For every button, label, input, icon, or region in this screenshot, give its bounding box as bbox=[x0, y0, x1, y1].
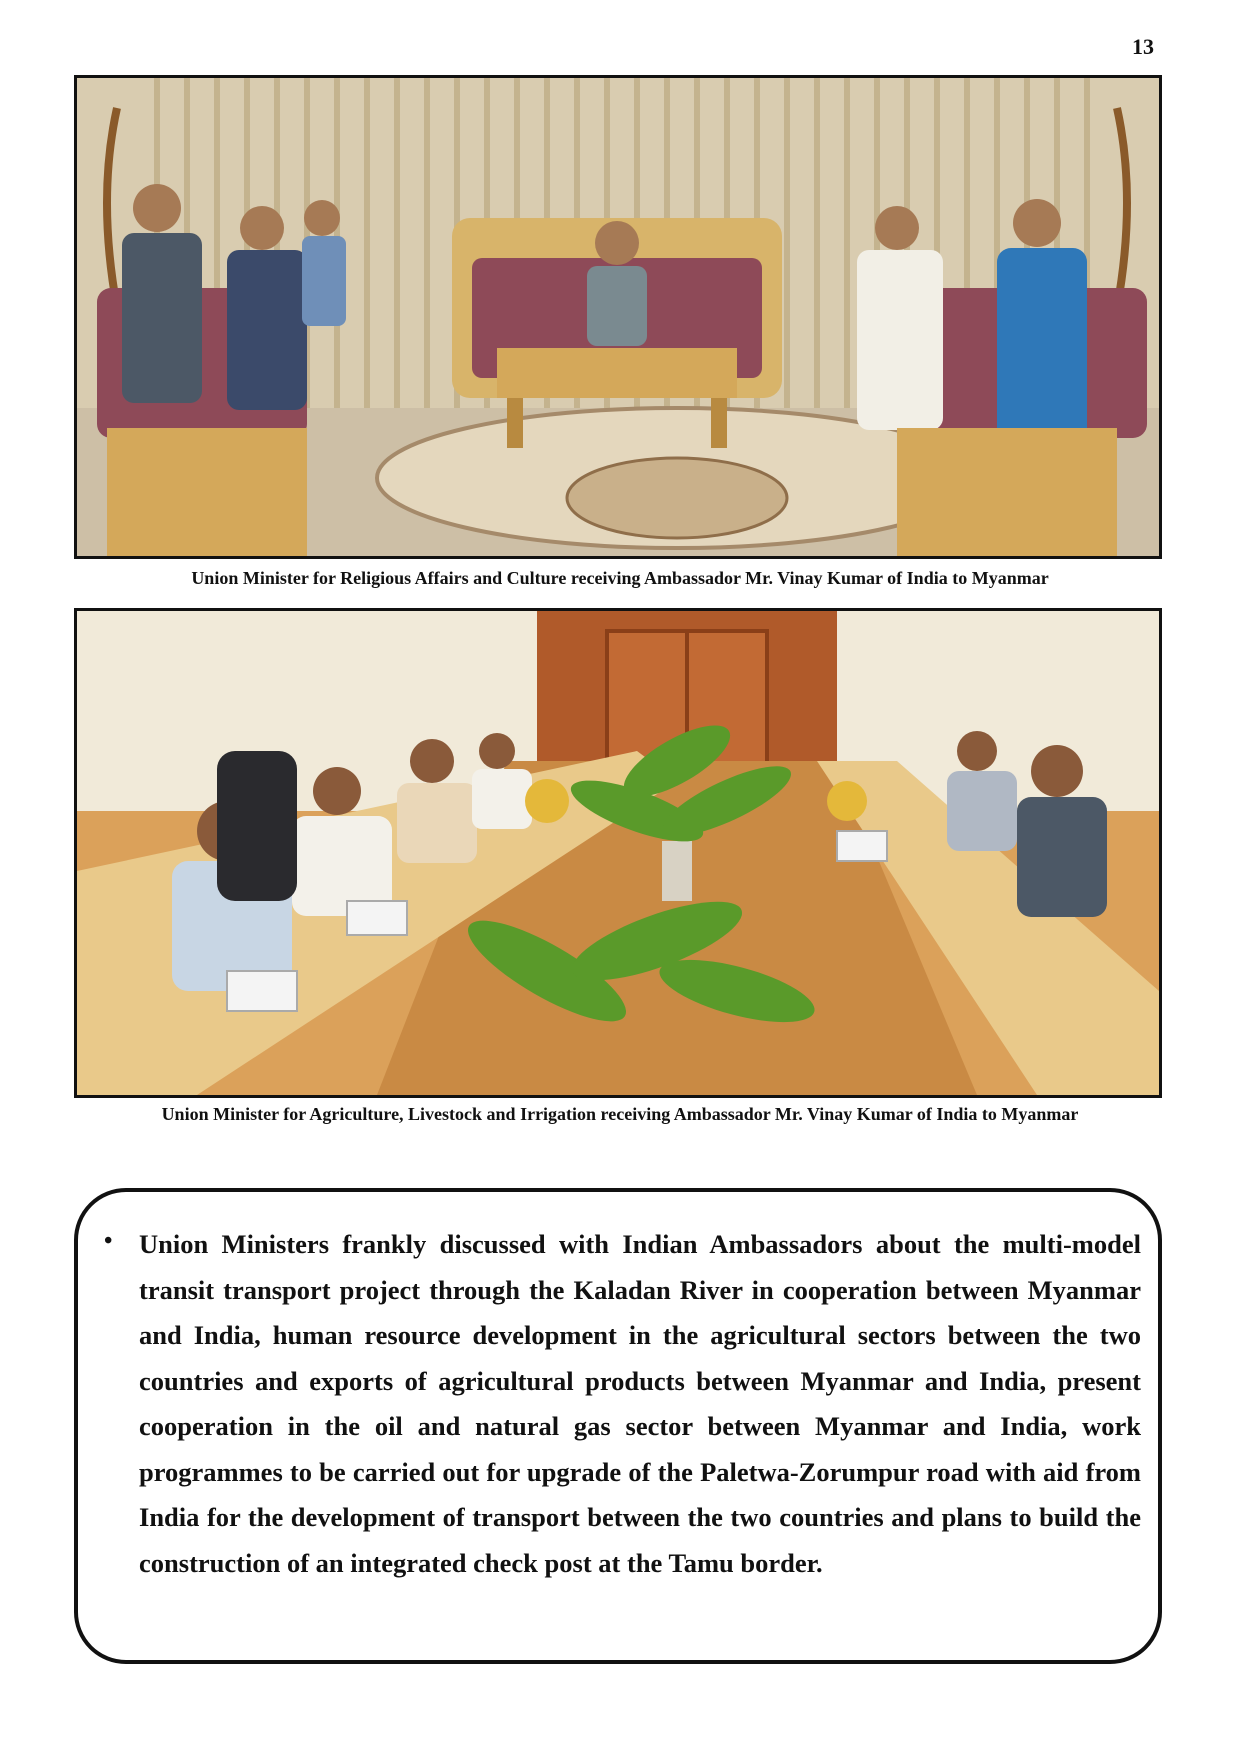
summary-box bbox=[74, 1188, 1162, 1664]
bullet-icon: • bbox=[104, 1228, 113, 1254]
conference-room-illustration bbox=[77, 611, 1159, 1095]
meeting-room-illustration bbox=[77, 78, 1159, 556]
photo-religious-affairs-meeting bbox=[74, 75, 1162, 559]
photo-agriculture-meeting bbox=[74, 608, 1162, 1098]
summary-paragraph: Union Ministers frankly discussed with Indian Ambassadors about the multi-model transit transport project through the Kaladan River in cooperation between Myanmar and India, human resource development in the agricultural sectors between the two countries and exports of agricultural products between Myanmar and India, present cooperation in the oil and natural gas sector between Myanmar and India, work programmes to be carried out for upgrade of the Paletwa-Zorumpur road with aid from India for the development of transport between the two countries and plans to build the construction of an integrated check post at the Tamu border. bbox=[139, 1229, 1141, 1578]
photo-caption: Union Minister for Religious Affairs and Culture receiving Ambassador Mr. Vinay Kumar of India to Myanmar bbox=[191, 568, 1049, 588]
page-number: 13 bbox=[1132, 34, 1154, 59]
photo-caption: Union Minister for Agriculture, Livestock and Irrigation receiving Ambassador Mr. Vinay Kumar of India to Myanmar bbox=[161, 1104, 1079, 1124]
